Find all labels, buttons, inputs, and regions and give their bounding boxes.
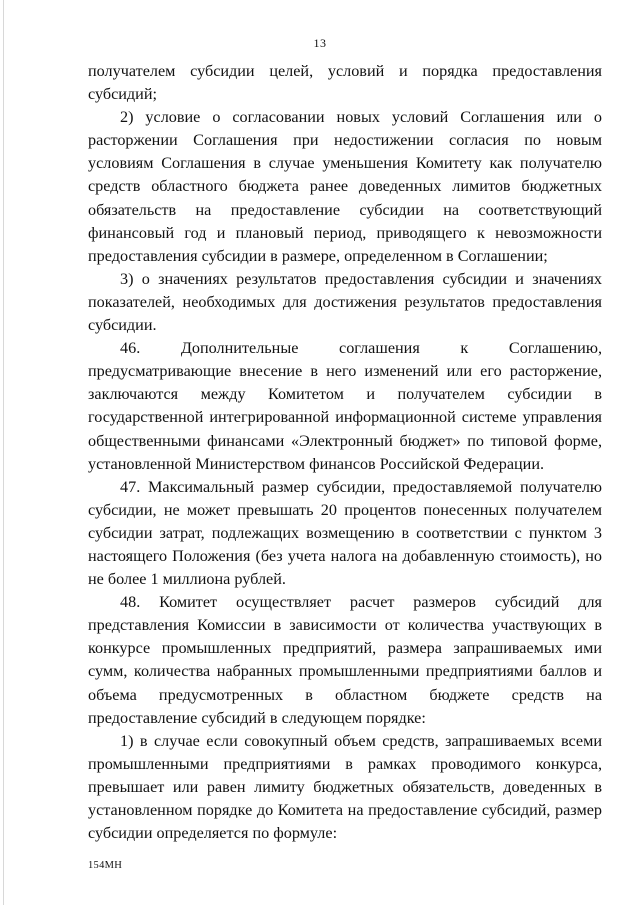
page-edge-shadow (3, 0, 4, 905)
paragraph-item-3: 3) о значениях результатов предоставления субсидии и значениях показателей, необходимых для достижения результатов предоставления субсидии. (88, 269, 602, 335)
paragraph-item-2: 2) условие о согласовании новых условий Соглашения или о расторжении Соглашения при недостижении согласия по новым условиям Соглашения в случае уменьшения Комитету как получателю средств областного бюджета ранее доведенных лимитов бюджетных обязательств на предоставление субсидии на соответствующий финансовый год и плановый период, приводящего к невозможности предоставления субсидии в размере, определенном в Соглашении; (88, 108, 602, 265)
page-number: 13 (313, 36, 327, 50)
paragraph-46: 46. Дополнительные соглашения к Соглашению, предусматривающие внесение в него изменений или его расторжение, заключаются между Комитетом и получателем субсидии в государственной интегрированной информационной системе управления общественными финансами «Электронный бюджет» по типовой форме, установленной Министерством финансов Российской Федерации. (88, 339, 602, 473)
paragraph-47: 47. Максимальный размер субсидии, предоставляемой получателю субсидии, не может превышать 20 процентов понесенных получателем субсидии затрат, подлежащих возмещению в соответствии с пунктом 3 настоящего Положения (без учета налога на добавленную стоимость), но не более 1 миллиона рублей. (88, 477, 602, 589)
footer-document-code: 154МН (88, 860, 123, 871)
paragraph-48-item-1: 1) в случае если совокупный объем средств, запрашиваемых всеми промышленными предприятиями в рамках проводимого конкурса, превышает или равен лимиту бюджетных обязательств, доведенных в установленном порядке до Комитета на предоставление субсидий, размер субсидии определяется по формуле: (88, 731, 602, 843)
paragraph-48: 48. Комитет осуществляет расчет размеров субсидий для представления Комиссии в зависимости от количества участвующих в конкурсе промышленных предприятий, размера запрашиваемых ими сумм, количества набранных промышленными предприятиями баллов и объема предусмотренных в областном бюджете средств на предоставление субсидий в следующем порядке: (88, 593, 602, 727)
paragraph-continuation: получателем субсидии целей, условий и порядка предоставления субсидий; (88, 62, 602, 104)
document-body (88, 60, 602, 845)
